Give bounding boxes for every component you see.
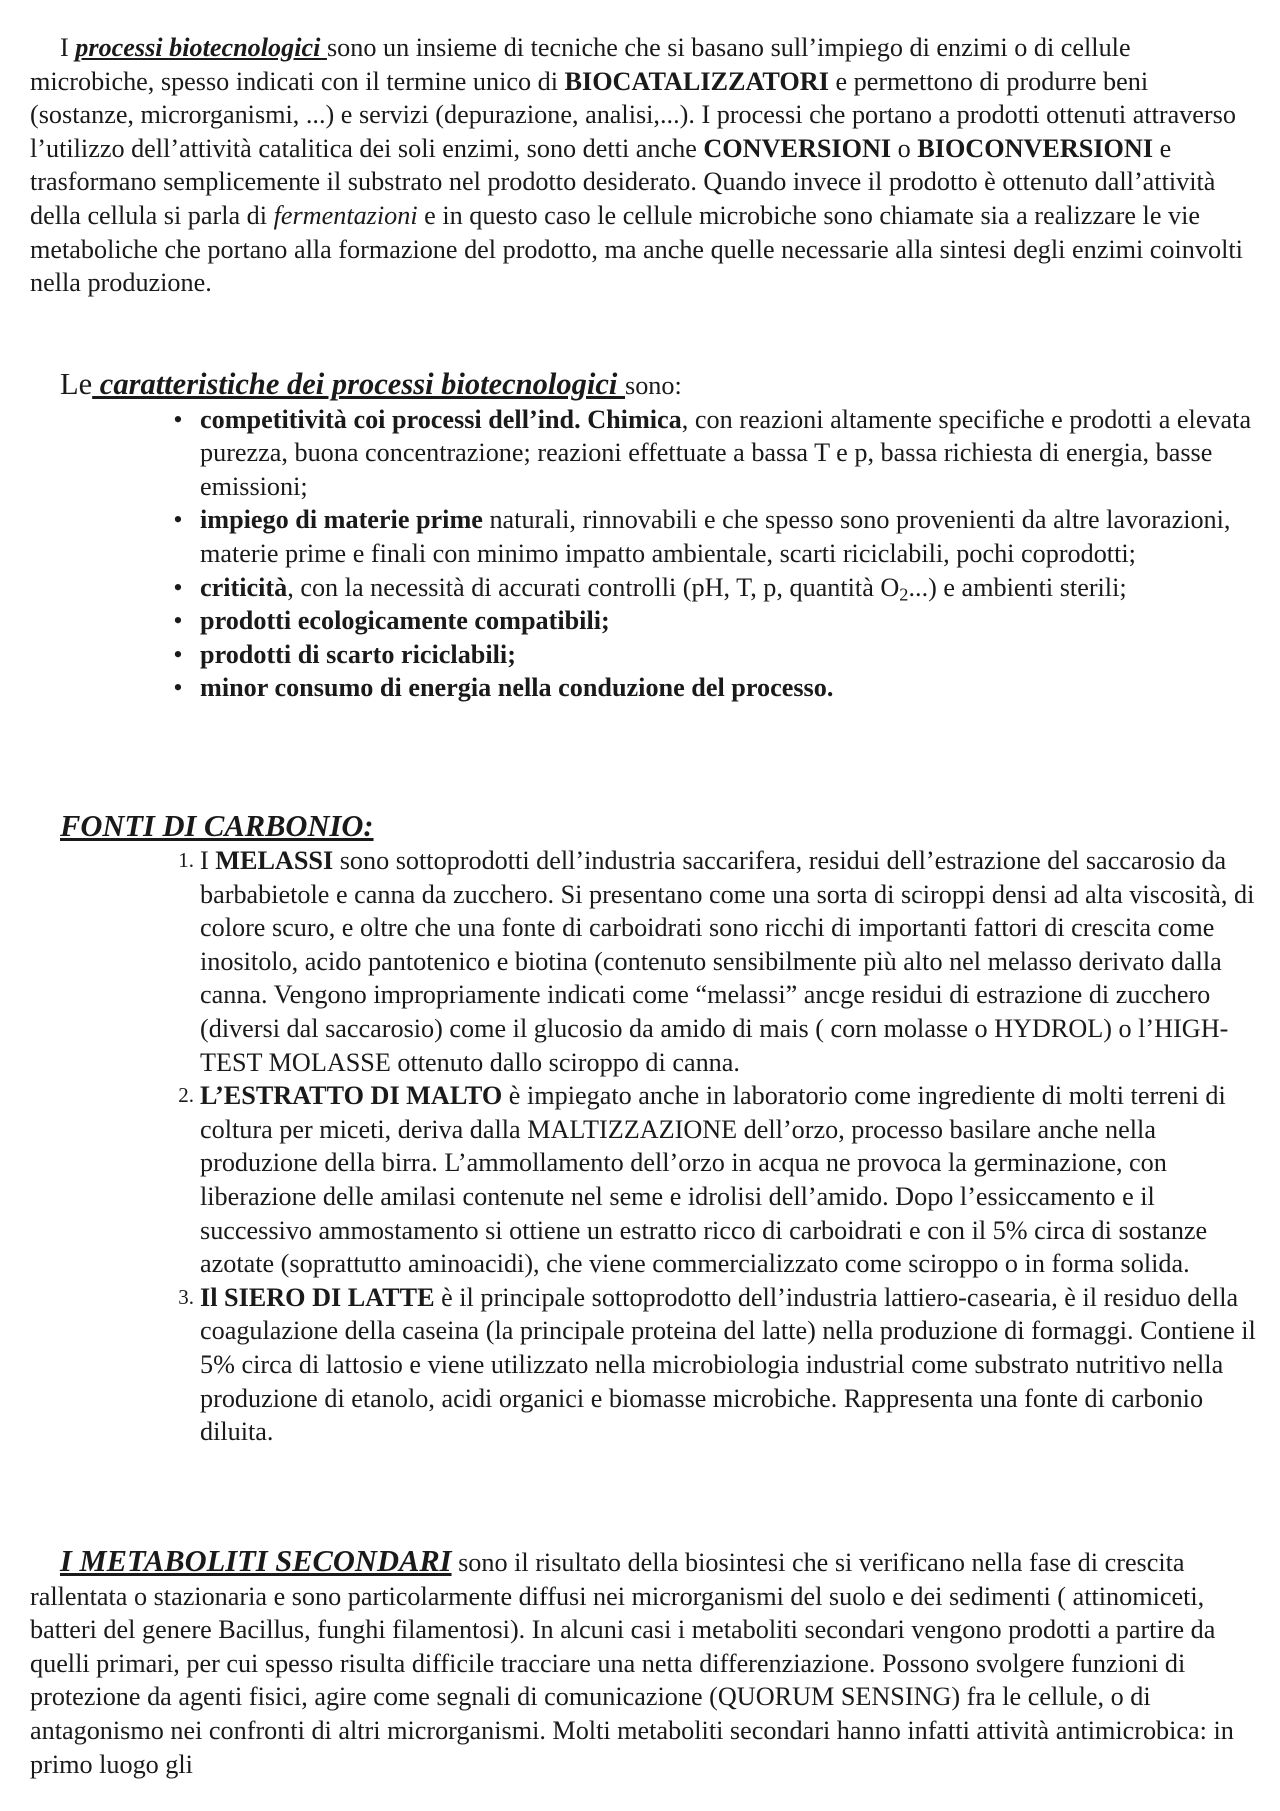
bullet-icon: •: [173, 673, 183, 703]
secondary-title: I METABOLITI SECONDARI: [60, 1544, 452, 1578]
features-heading: [30, 368, 1256, 403]
bullet-icon: •: [173, 572, 183, 602]
list-item: [30, 403, 1256, 504]
intro-text-1: sono un insieme di tecniche che si basano sull’impiego di enzimi o di cellule microbiche, spesso indicati con il termine unico di: [30, 33, 1131, 96]
features-lead: Le: [60, 367, 93, 401]
item-number: 1.: [178, 848, 194, 872]
item-text: è impiegato anche in laboratorio come ingrediente di molti terreni di coltura per miceti, deriva dalla MALTIZZAZIONE dell’orzo, processo basilare anche nella produzione della birra. L’ammollamento dell’orzo in acqua ne provoca la germinazione, con liberazione delle amilasi contenute nel seme e idrolisi dell’amido. Dopo l’essiccamento e il successivo ammostamento si ottiene un estratto ricco di carboidrati e con il 5% circa di sostanze azotate (soprattutto aminoacidi), che viene commercializzato come sciroppo o in forma solida.: [200, 1081, 1226, 1279]
item-bold: Il SIERO DI LATTE: [200, 1282, 435, 1312]
list-item: [30, 1281, 1256, 1449]
list-item: [30, 638, 1256, 672]
item-text: naturali, rinnovabili e che spesso sono provenienti da altre lavorazioni, materie prime e finali con minimo impatto ambientale, scarti riciclabili, pochi coprodotti;: [200, 505, 1231, 568]
item-text: , con la necessità di accurati controlli (pH, T, p, quantità O: [287, 572, 900, 602]
carbon-section: [30, 808, 1256, 1449]
features-list: [30, 403, 1256, 705]
carbon-title: FONTI DI CARBONIO:: [60, 809, 374, 843]
features-term: caratteristiche dei processi biotecnologici: [92, 367, 625, 401]
intro-bold-biocatalizzatori: BIOCATALIZZATORI: [564, 66, 829, 96]
intro-text-4: e trasformano semplicemente il substrato nel prodotto desiderato. Quando invece il prodotto è ottenuto dall’attività della cellula si parla di: [30, 133, 1216, 230]
item-number: 2.: [178, 1083, 194, 1108]
list-item: [30, 604, 1256, 638]
bullet-icon: •: [173, 639, 183, 669]
list-item: [30, 1079, 1256, 1281]
item-text: sono sottoprodotti dell’industria saccarifera, residui dell’estrazione del saccarosio da barbabietole e canna da zucchero. Si presentano come una sorta di sciroppi densi ad alta viscosità, di colore scuro, e oltre che una fonte di carboidrati sono ricchi di importanti fattori di crescita come inositolo, acido pantotenico e biotina (contenuto sensibilmente più alto nel melasso derivato dalla canna. Vengono impropriamente indicati come “melassi” ancge residui di estrazione di zucchero (diversi dal saccarosio) come il glucosio da amido di mais ( corn molasse o HYDROL) o l’HIGH-TEST MOLASSE ottenuto dallo sciroppo di canna.: [200, 846, 1255, 1077]
item-number: 3.: [178, 1284, 194, 1309]
item-text: è il principale sottoprodotto dell’industria lattiero-casearia, è il residuo della coagulazione della caseina (la principale proteina del latte) nella produzione di formaggi. Contiene il 5% circa di lattosio e viene utilizzato nella microbiologia industrial come substrato nutritivo nella produzione di etanolo, acidi organici e biomasse microbiche. Rappresenta una fonte di carbonio diluita.: [200, 1282, 1256, 1447]
bullet-icon: •: [173, 505, 183, 535]
features-lead-after: sono:: [625, 371, 682, 400]
intro-text-3: o: [891, 133, 918, 163]
item-bold: minor consumo di energia nella conduzione del processo.: [200, 673, 834, 703]
bullet-icon: •: [173, 606, 183, 636]
intro-text-2: e permettono di produrre beni (sostanze, microrganismi, ...) e servizi (depurazione, analisi,...). I processi che portano a prodotti ottenuti attraverso l’utilizzo dell’attività catalitica dei soli enzimi, sono detti anche: [30, 66, 1236, 163]
list-item: [30, 671, 1256, 705]
item-bold: prodotti di scarto riciclabili;: [200, 639, 516, 669]
intro-term: processi biotecnologici: [75, 33, 327, 62]
list-item: [30, 503, 1256, 570]
item-bold: criticità: [200, 572, 288, 602]
list-item: [30, 844, 1256, 1079]
item-bold: MELASSI: [215, 846, 334, 875]
intro-lead: I: [60, 33, 76, 62]
intro-bold-conversioni: CONVERSIONI: [703, 133, 892, 163]
item-pre: I: [200, 846, 216, 875]
list-item: [30, 571, 1256, 605]
bullet-icon: •: [173, 404, 183, 434]
carbon-list: [30, 844, 1256, 1449]
carbon-heading: [30, 808, 1256, 844]
item-bold: L’ESTRATTO DI MALTO: [200, 1081, 503, 1111]
item-subscript: 2: [899, 584, 909, 605]
intro-italic-fermentazioni: fermentazioni: [273, 200, 418, 230]
item-text-2: ...) e ambienti sterili;: [908, 572, 1127, 602]
intro-paragraph: [30, 31, 1256, 300]
item-bold: impiego di materie prime: [200, 505, 483, 535]
secondary-text: sono il risultato della biosintesi che si verificano nella fase di crescita rallentata o stazionaria e sono particolarmente diffusi nei microrganismi del suolo e dei sedimenti ( attinomiceti, batteri del genere Bacillus, funghi filamentosi). In alcuni casi i metaboliti secondari vengono prodotti a partire da quelli primari, per cui spesso risulta difficile tracciare una netta differenziazione. Possono svolgere funzioni di protezione da agenti fisici, agire come segnali di comunicazione (QUORUM SENSING) fra le cellule, o di antagonismo nei confronti di altri microrganismi. Molti metaboliti secondari hanno infatti attività antimicrobica: in primo luogo gli: [30, 1548, 1234, 1779]
features-section: [30, 368, 1256, 705]
intro-text-5: e in questo caso le cellule microbiche sono chiamate sia a realizzare le vie metaboliche che portano alla formazione del prodotto, ma anche quelle necessarie alla sintesi degli enzimi coinvolti nella produzione.: [30, 200, 1243, 298]
item-text: , con reazioni altamente specifiche e prodotti a elevata purezza, buona concentrazione; reazioni effettuate a bassa T e p, bassa richiesta di energia, basse emissioni;: [200, 404, 1252, 501]
secondary-paragraph: [30, 1545, 1256, 1781]
item-bold: prodotti ecologicamente compatibili;: [200, 606, 610, 636]
item-bold: competitività coi processi dell’ind. Chimica: [200, 404, 682, 434]
intro-bold-bioconversioni: BIOCONVERSIONI: [917, 133, 1154, 163]
